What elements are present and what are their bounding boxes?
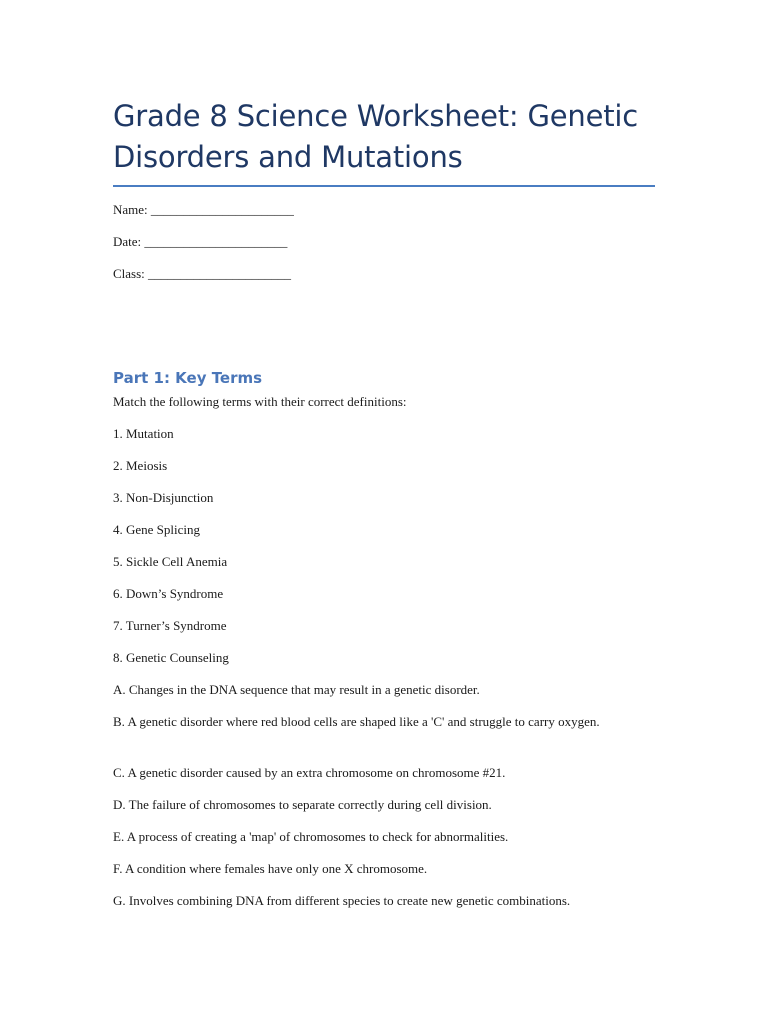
- date-field: Date: ______________________: [113, 234, 288, 249]
- definition-item: B. A genetic disorder where red blood cells are shaped like a 'C' and struggle to carry oxygen.: [113, 714, 600, 729]
- term-item: 4. Gene Splicing: [113, 522, 201, 537]
- name-field: Name: ______________________: [113, 202, 294, 217]
- term-item: 3. Non-Disjunction: [113, 490, 214, 505]
- definition-item: G. Involves combining DNA from different species to create new genetic combinations.: [113, 893, 571, 908]
- term-item: 6. Down’s Syndrome: [113, 586, 224, 601]
- worksheet-page: [113, 96, 655, 908]
- term-item: 2. Meiosis: [113, 458, 168, 473]
- instructions: Match the following terms with their correct definitions:: [113, 394, 407, 409]
- section-heading-part1: Part 1: Key Terms: [113, 369, 263, 387]
- term-item: 7. Turner’s Syndrome: [113, 618, 227, 633]
- definition-item: D. The failure of chromosomes to separate correctly during cell division.: [113, 797, 492, 812]
- term-item: 8. Genetic Counseling: [113, 650, 229, 665]
- term-item: 5. Sickle Cell Anemia: [113, 554, 228, 569]
- definition-item: F. A condition where females have only one X chromosome.: [113, 861, 428, 876]
- class-field: Class: ______________________: [113, 266, 292, 281]
- term-item: 1. Mutation: [113, 426, 174, 441]
- title-underline: [113, 185, 655, 187]
- definition-item: A. Changes in the DNA sequence that may result in a genetic disorder.: [113, 682, 480, 697]
- definition-item: C. A genetic disorder caused by an extra chromosome on chromosome #21.: [113, 765, 506, 780]
- definition-item: E. A process of creating a 'map' of chromosomes to check for abnormalities.: [113, 829, 509, 844]
- page-title: Grade 8 Science Worksheet: Genetic Disorders and Mutations: [113, 99, 639, 174]
